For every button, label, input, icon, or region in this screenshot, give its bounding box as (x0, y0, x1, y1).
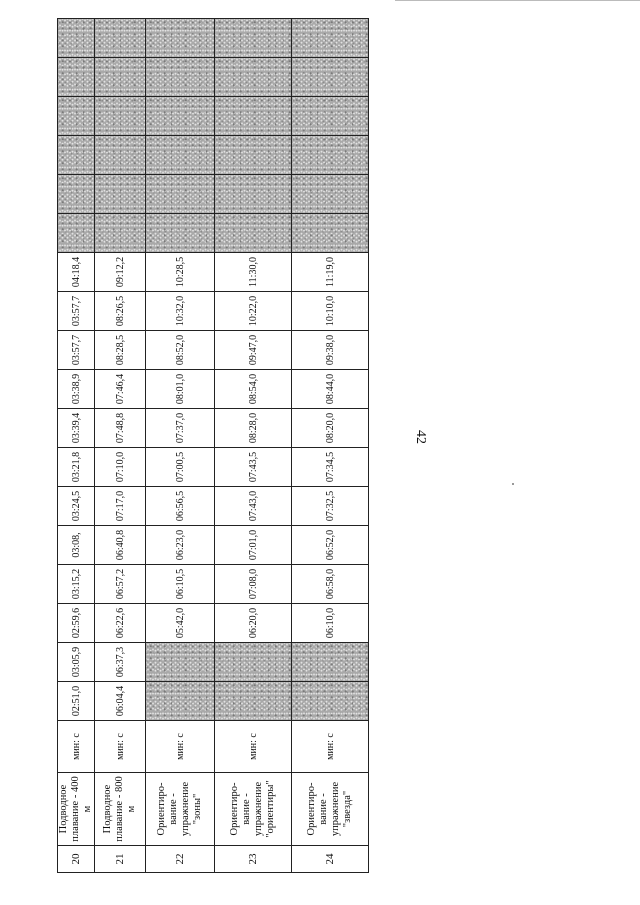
row-number: 21 (95, 846, 146, 873)
result-cell: 07:10,0 (95, 448, 146, 487)
result-cell: 08:54,0 (215, 370, 292, 409)
result-cell: 06:57,2 (95, 565, 146, 604)
result-cell: 06:37,3 (95, 643, 146, 682)
shaded-cell (58, 136, 95, 175)
result-cell: 03:21,8 (58, 448, 95, 487)
shaded-cell (292, 97, 369, 136)
shaded-cell (215, 97, 292, 136)
result-cell: 07:08,0 (215, 565, 292, 604)
shaded-cell (58, 19, 95, 58)
result-cell: 03:08, (58, 526, 95, 565)
table-row (292, 19, 369, 873)
shaded-cell (58, 214, 95, 253)
result-cell: 04:18,4 (58, 253, 95, 292)
exercise-name: Ориентиро-вание - упражнение "ориентиры" (215, 773, 292, 846)
shaded-cell (146, 214, 215, 253)
result-cell: 03:38,9 (58, 370, 95, 409)
exercise-name: Подводное плавание - 800 м (95, 773, 146, 846)
table-row (215, 19, 292, 873)
result-cell: 09:12,2 (95, 253, 146, 292)
result-cell: 06:10,5 (146, 565, 215, 604)
result-cell: 08:28,5 (95, 331, 146, 370)
result-cell: 07:00,5 (146, 448, 215, 487)
result-cell: 06:10,0 (292, 604, 369, 643)
result-cell: 07:01,0 (215, 526, 292, 565)
shaded-cell (215, 175, 292, 214)
exercise-name: Ориентиро-вание - упражнение "звезда" (292, 773, 369, 846)
result-cell: 03:05,9 (58, 643, 95, 682)
shaded-cell (58, 58, 95, 97)
result-cell: 06:40,8 (95, 526, 146, 565)
shaded-cell (215, 136, 292, 175)
shaded-cell (146, 175, 215, 214)
result-cell: 07:17,0 (95, 487, 146, 526)
result-cell: 09:47,0 (215, 331, 292, 370)
shaded-cell (146, 643, 215, 682)
result-cell: 08:44,0 (292, 370, 369, 409)
shaded-cell (292, 682, 369, 721)
result-cell: 10:28,5 (146, 253, 215, 292)
result-cell: 11:19,0 (292, 253, 369, 292)
shaded-cell (215, 19, 292, 58)
table-row (95, 19, 146, 873)
exercise-name: Ориентиро-вание - упражнение "зоны" (146, 773, 215, 846)
result-cell: 03:39,4 (58, 409, 95, 448)
result-cell: 06:04,4 (95, 682, 146, 721)
unit-cell: мин: с (146, 721, 215, 773)
shaded-cell (58, 175, 95, 214)
row-number: 23 (215, 846, 292, 873)
shaded-cell (215, 643, 292, 682)
result-cell: 10:32,0 (146, 292, 215, 331)
result-cell: 07:43,0 (215, 487, 292, 526)
result-cell: 05:42,0 (146, 604, 215, 643)
result-cell: 10:22,0 (215, 292, 292, 331)
result-cell: 07:32,5 (292, 487, 369, 526)
result-cell: 06:22,6 (95, 604, 146, 643)
rotated-table-wrapper (57, 18, 369, 873)
result-cell: 08:20,0 (292, 409, 369, 448)
shaded-cell (95, 136, 146, 175)
shaded-cell (292, 214, 369, 253)
shaded-cell (95, 19, 146, 58)
table-row (58, 19, 95, 873)
result-cell: 03:57,7 (58, 292, 95, 331)
scan-dot (512, 483, 514, 485)
shaded-cell (146, 58, 215, 97)
unit-cell: мин: с (215, 721, 292, 773)
result-cell: 08:52,0 (146, 331, 215, 370)
result-cell: 06:52,0 (292, 526, 369, 565)
shaded-cell (215, 682, 292, 721)
result-cell: 07:46,4 (95, 370, 146, 409)
result-cell: 03:57,7 (58, 331, 95, 370)
shaded-cell (146, 97, 215, 136)
row-number: 24 (292, 846, 369, 873)
shaded-cell (215, 58, 292, 97)
result-cell: 08:01,0 (146, 370, 215, 409)
result-cell: 08:28,0 (215, 409, 292, 448)
result-cell: 07:43,5 (215, 448, 292, 487)
unit-cell: мин: с (292, 721, 369, 773)
shaded-cell (215, 214, 292, 253)
shaded-cell (292, 58, 369, 97)
result-cell: 08:26,5 (95, 292, 146, 331)
shaded-cell (146, 682, 215, 721)
unit-cell: мин: с (95, 721, 146, 773)
top-rule (395, 0, 640, 1)
shaded-cell (95, 214, 146, 253)
result-cell: 06:23,0 (146, 526, 215, 565)
row-number: 22 (146, 846, 215, 873)
result-cell: 06:56,5 (146, 487, 215, 526)
result-cell: 07:37,0 (146, 409, 215, 448)
result-cell: 09:38,0 (292, 331, 369, 370)
page-number: 42 (413, 430, 428, 444)
result-cell: 03:15,2 (58, 565, 95, 604)
result-cell: 11:30,0 (215, 253, 292, 292)
shaded-cell (146, 136, 215, 175)
shaded-cell (292, 136, 369, 175)
shaded-cell (95, 58, 146, 97)
result-cell: 10:10,0 (292, 292, 369, 331)
shaded-cell (292, 19, 369, 58)
result-cell: 07:48,8 (95, 409, 146, 448)
result-cell: 02:59,6 (58, 604, 95, 643)
result-cell: 06:58,0 (292, 565, 369, 604)
table-row (146, 19, 215, 873)
row-number: 20 (58, 846, 95, 873)
result-cell: 03:24,5 (58, 487, 95, 526)
result-cell: 02:51,0 (58, 682, 95, 721)
shaded-cell (292, 175, 369, 214)
shaded-cell (146, 19, 215, 58)
results-table (57, 18, 369, 873)
shaded-cell (58, 97, 95, 136)
shaded-cell (95, 175, 146, 214)
exercise-name: Подводное плавание - 400 м (58, 773, 95, 846)
result-cell: 06:20,0 (215, 604, 292, 643)
shaded-cell (95, 97, 146, 136)
result-cell: 07:34,5 (292, 448, 369, 487)
unit-cell: мин: с (58, 721, 95, 773)
shaded-cell (292, 643, 369, 682)
